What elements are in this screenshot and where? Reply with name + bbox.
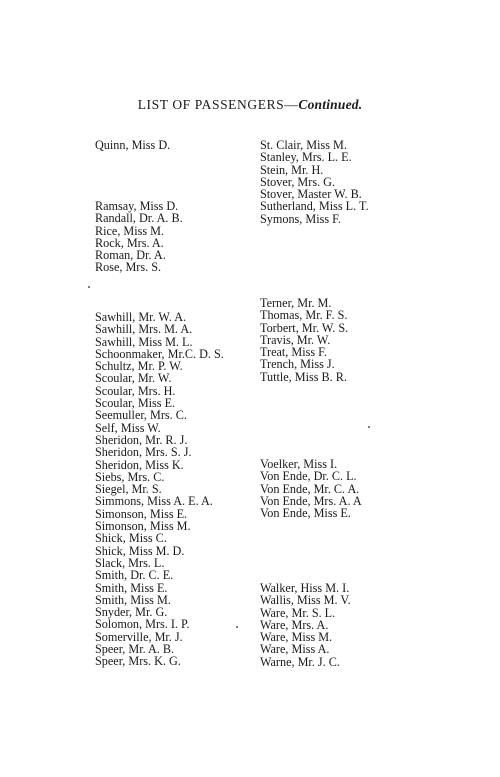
passenger-group-v xyxy=(260,458,362,519)
passenger-entry: Self, Miss W. xyxy=(95,420,161,435)
passenger-group-r xyxy=(95,200,183,274)
passenger-entry: Rose, Mrs. S. xyxy=(95,260,162,275)
passenger-entry: Stein, Mr. H. xyxy=(260,162,324,177)
passenger-entry: Torbert, Mr. W. S. xyxy=(260,320,349,335)
print-speck xyxy=(368,426,370,428)
heading-main: LIST OF PASSENGERS— xyxy=(137,97,299,112)
print-speck xyxy=(88,286,90,288)
passenger-entry: Von Ende, Miss E. xyxy=(260,506,351,521)
passenger-entry: Tuttle, Miss B. R. xyxy=(260,369,347,384)
passenger-entry: Sheridon, Mrs. S. J. xyxy=(95,445,192,460)
passenger-entry: Sawhill, Miss M. L. xyxy=(95,334,193,349)
passenger-entry: St. Clair, Miss M. xyxy=(260,138,347,152)
passenger-entry: Schultz, Mr. P. W. xyxy=(95,359,183,374)
passenger-entry: Von Ende, Mrs. A. A xyxy=(260,493,362,508)
passenger-entry: Slack, Mrs. L. xyxy=(95,555,165,570)
passenger-entry: Ware, Miss M. xyxy=(260,630,333,645)
passenger-entry: Sawhill, Mr. W. A. xyxy=(95,310,187,324)
passenger-entry: Ramsay, Miss D. xyxy=(95,199,179,213)
passenger-entry: Rock, Mrs. A. xyxy=(95,235,164,250)
passenger-entry: Smith, Miss M. xyxy=(95,592,171,607)
passenger-entry: Von Ende, Mr. C. A. xyxy=(260,481,360,496)
passenger-entry: Stover, Master W. B. xyxy=(260,187,362,202)
passenger-entry: Sheridon, Mr. R. J. xyxy=(95,432,188,447)
passenger-entry: Siebs, Mrs. C. xyxy=(95,469,165,484)
passenger-entry: Walker, Hiss M. I. xyxy=(260,581,350,595)
passenger-entry: Rice, Miss M. xyxy=(95,223,165,238)
passenger-entry: Simonson, Miss M. xyxy=(95,519,191,534)
passenger-entry: Symons, Miss F. xyxy=(260,211,341,226)
passenger-group-q xyxy=(95,139,170,151)
passenger-entry: Randall, Dr. A. B. xyxy=(95,211,183,226)
passenger-entry: Quinn, Miss D. xyxy=(95,138,171,152)
passenger-entry: Solomon, Mrs. I. P. xyxy=(95,617,190,632)
passenger-group-s xyxy=(95,311,224,668)
passenger-entry: Scoular, Mr. W. xyxy=(95,371,172,386)
passenger-entry: Seemuller, Mrs. C. xyxy=(95,408,187,423)
passenger-group-w xyxy=(260,582,351,668)
passenger-entry: Ware, Mrs. A. xyxy=(260,617,329,632)
passenger-entry: Travis, Mr. W. xyxy=(260,332,331,347)
passenger-entry: Sutherland, Miss L. T. xyxy=(260,199,369,214)
passenger-entry: Ware, Mr. S. L. xyxy=(260,605,336,620)
passenger-entry: Speer, Mr. A. B. xyxy=(95,642,175,657)
passenger-entry: Shick, Miss C. xyxy=(95,531,167,546)
passenger-entry: Stover, Mrs. G. xyxy=(260,174,336,189)
passenger-entry: Schoonmaker, Mr.C. D. S. xyxy=(95,346,224,361)
passenger-entry: Simmons, Miss A. E. A. xyxy=(95,494,213,509)
passenger-entry: Thomas, Mr. F. S. xyxy=(260,308,348,323)
passenger-entry: Trench, Miss J. xyxy=(260,357,335,372)
passenger-entry: Sawhill, Mrs. M. A. xyxy=(95,322,193,337)
passenger-entry: Smith, Miss E. xyxy=(95,580,168,595)
passenger-entry: Scoular, Miss E. xyxy=(95,396,176,411)
passenger-group-st xyxy=(260,139,369,225)
passenger-entry: Somerville, Mr. J. xyxy=(95,629,183,644)
heading-continued: Continued. xyxy=(298,97,363,112)
passenger-entry: Simonson, Miss E. xyxy=(95,506,188,521)
passenger-entry: Ware, Miss A. xyxy=(260,642,330,657)
passenger-entry: Treat, Miss F. xyxy=(260,345,327,360)
passenger-entry: Snyder, Mr. G. xyxy=(95,605,168,620)
passenger-entry: Scoular, Mrs. H. xyxy=(95,383,176,398)
print-speck xyxy=(236,626,238,628)
passenger-entry: Von Ende, Dr. C. L. xyxy=(260,469,357,484)
passenger-entry: Stanley, Mrs. L. E. xyxy=(260,150,352,165)
passenger-entry: Voelker, Miss I. xyxy=(260,457,338,471)
passenger-entry: Wallis, Miss M. V. xyxy=(260,593,351,608)
passenger-entry: Siegel, Mr. S. xyxy=(95,482,162,497)
passenger-entry: Speer, Mrs. K. G. xyxy=(95,654,181,669)
passenger-entry: Shick, Miss M. D. xyxy=(95,543,185,558)
passenger-entry: Terner, Mr. M. xyxy=(260,296,332,310)
page-heading xyxy=(0,97,500,113)
passenger-entry: Roman, Dr. A. xyxy=(95,248,166,263)
passenger-entry: Sheridon, Miss K. xyxy=(95,457,184,472)
passenger-group-t xyxy=(260,297,348,383)
passenger-entry: Smith, Dr. C. E. xyxy=(95,568,174,583)
passenger-entry: Warne, Mr. J. C. xyxy=(260,654,340,669)
